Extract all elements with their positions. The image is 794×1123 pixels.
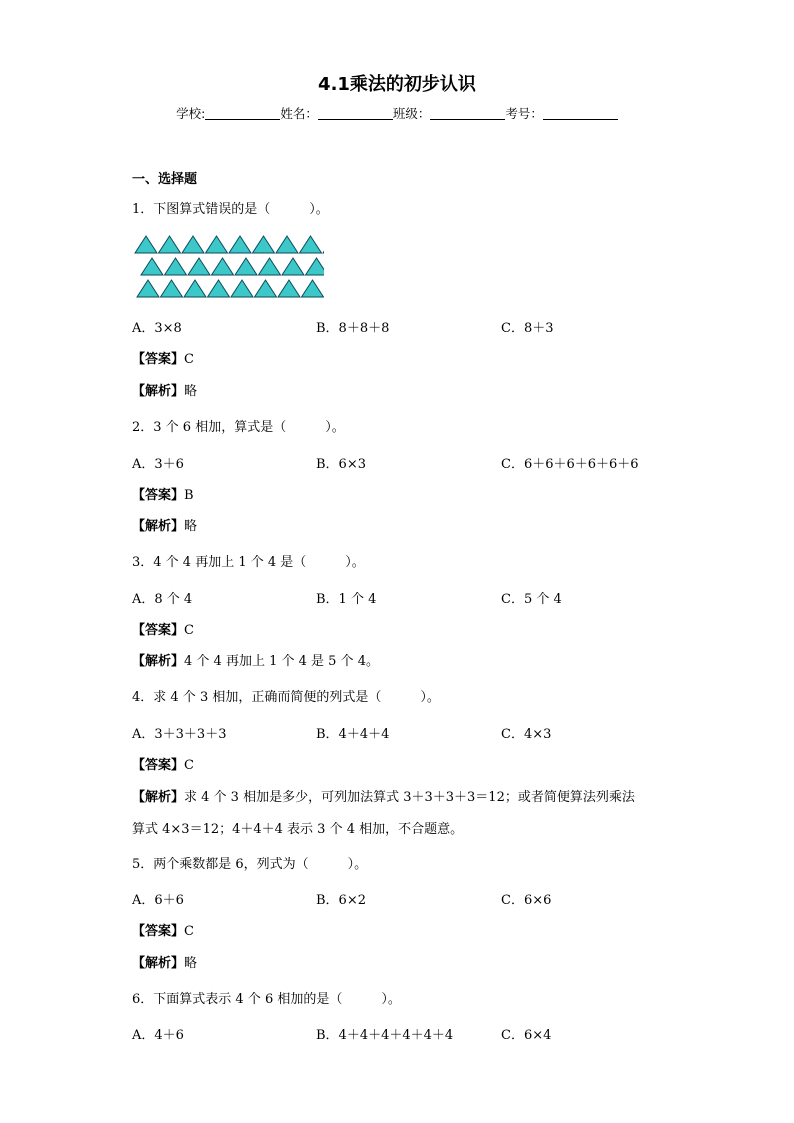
q3-option-c: C．5 个 4 (501, 592, 562, 607)
school-field (176, 104, 280, 122)
triangle (253, 236, 275, 253)
triangle (323, 236, 324, 253)
triangle (184, 280, 206, 297)
q4-answer (132, 754, 194, 773)
q6-option-b: B．4＋4＋4＋4＋4＋4 (316, 1028, 454, 1043)
question-6-stem: 6．下面算式表示 4 个 6 相加的是（ ）。 (132, 992, 401, 1007)
q1-option-c: C．8＋3 (501, 321, 554, 336)
triangle (182, 236, 204, 253)
explanation-text: 略 (184, 384, 198, 399)
answer-label: 【答案】 (132, 352, 185, 367)
q3-answer (132, 619, 194, 638)
explanation-label: 【解析】 (132, 384, 185, 399)
q2-explanation (132, 515, 197, 534)
question-4-stem: 4．求 4 个 3 相加，正确而简便的列式是（ ）。 (132, 690, 440, 705)
triangles-figure (134, 234, 324, 300)
triangle (276, 236, 298, 253)
triangle (137, 280, 159, 297)
answer-label: 【答案】 (132, 623, 185, 638)
q4-option-b: B．4＋4＋4 (316, 727, 390, 742)
triangle (278, 280, 300, 297)
q4-option-c: C．4×3 (501, 727, 552, 742)
q5-answer (132, 920, 194, 939)
q5-option-c: C．6×6 (501, 893, 552, 908)
q3-option-b: B．1 个 4 (316, 592, 377, 607)
q2-option-c: C．6＋6＋6＋6＋6＋6 (501, 457, 639, 472)
question-5-stem: 5．两个乘数都是 6，列式为（ ）。 (132, 857, 368, 872)
triangle (255, 280, 277, 297)
answer-label: 【答案】 (132, 488, 185, 503)
triangle (141, 258, 163, 275)
answer-value: C (184, 758, 194, 773)
triangle (161, 280, 183, 297)
section-heading: 一、选择题 (132, 172, 198, 187)
triangle (229, 236, 251, 253)
class-blank (430, 106, 505, 120)
explanation-label: 【解析】 (132, 790, 185, 805)
explanation-text: 略 (184, 519, 198, 534)
answer-value: C (184, 623, 194, 638)
class-field (393, 104, 506, 122)
q4-option-a: A．3＋3＋3＋3 (132, 727, 227, 742)
q3-option-a: A．8 个 4 (132, 592, 193, 607)
exam-number-label: 考号： (505, 106, 543, 121)
exam-number-field (505, 104, 618, 122)
name-field (280, 104, 393, 122)
explanation-text: 4 个 4 再加上 1 个 4 是 5 个 4。 (184, 654, 379, 669)
question-3-stem: 3．4 个 4 再加上 1 个 4 是（ ）。 (132, 555, 365, 570)
triangle (282, 258, 304, 275)
school-label: 学校: (176, 106, 206, 121)
exam-number-blank (543, 106, 618, 120)
school-blank (205, 106, 280, 120)
triangle (235, 258, 257, 275)
name-label: 姓名： (280, 106, 318, 121)
q1-explanation (132, 380, 197, 399)
triangle (188, 258, 210, 275)
q4-explanation (132, 786, 635, 805)
q2-option-b: B．6×3 (316, 457, 366, 472)
triangle (159, 236, 181, 253)
q5-explanation (132, 952, 197, 971)
q2-answer (132, 484, 194, 503)
triangle (206, 236, 228, 253)
q1-option-a: A．3×8 (132, 321, 182, 336)
q1-answer (132, 348, 194, 367)
q6-option-a: A．4＋6 (132, 1028, 184, 1043)
triangle (300, 236, 322, 253)
q3-explanation (132, 650, 379, 669)
explanation-label: 【解析】 (132, 519, 185, 534)
explanation-label: 【解析】 (132, 654, 185, 669)
explanation-label: 【解析】 (132, 956, 185, 971)
answer-value: C (184, 924, 194, 939)
q1-option-b: B．8＋8＋8 (316, 321, 390, 336)
name-blank (318, 106, 393, 120)
explanation-text: 略 (184, 956, 198, 971)
triangle (231, 280, 253, 297)
triangle (302, 280, 324, 297)
student-info-line (0, 104, 794, 122)
triangle (306, 258, 325, 275)
question-1-stem: 1．下图算式错误的是（ ）。 (132, 202, 329, 217)
triangle (259, 258, 281, 275)
q5-option-b: B．6×2 (316, 893, 366, 908)
question-2-stem: 2．3 个 6 相加，算式是（ ）。 (132, 420, 345, 435)
answer-value: B (184, 488, 194, 503)
triangle (208, 280, 230, 297)
answer-label: 【答案】 (132, 924, 185, 939)
page-title: 4.1乘法的初步认识 (318, 74, 476, 95)
triangle (212, 258, 234, 275)
q6-option-c: C．6×4 (501, 1028, 552, 1043)
class-label: 班级： (392, 106, 431, 121)
triangle (165, 258, 187, 275)
q2-option-a: A．3＋6 (132, 457, 184, 472)
q4-explanation-continued: 算式 4×3＝12；4＋4＋4 表示 3 个 4 相加，不合题意。 (132, 822, 464, 837)
explanation-text: 求 4 个 3 相加是多少，可列加法算式 3＋3＋3＋3＝12；或者简便算法列乘法 (184, 790, 635, 805)
triangle (135, 236, 157, 253)
q5-option-a: A．6＋6 (132, 893, 184, 908)
answer-label: 【答案】 (132, 758, 185, 773)
answer-value: C (184, 352, 194, 367)
